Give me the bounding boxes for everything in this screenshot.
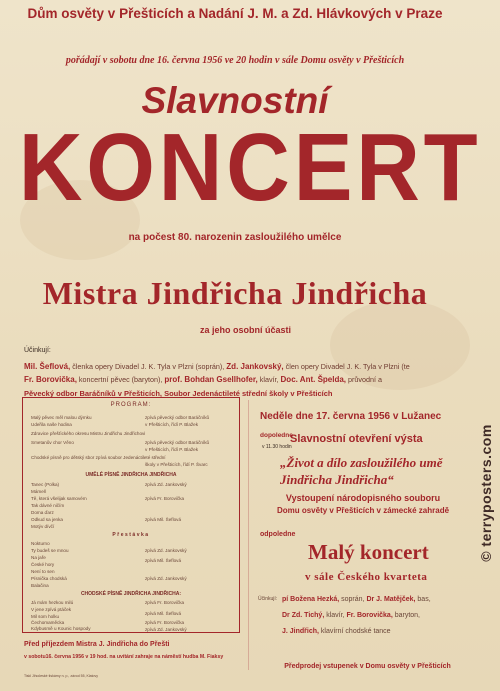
program-item: Čechomaměcka: [31, 620, 65, 625]
program-intermission: Přestávka: [112, 532, 150, 538]
cast-name: J. Jindřich,: [282, 628, 319, 635]
performer-name: Mil. Šeflová,: [24, 362, 71, 371]
arrival-line-2: v sobotu16. června 1956 v 19 hod. na uvítání zahraje na náměstí hudba M. Fiaksy: [24, 654, 224, 660]
program-performer: zpívá Zd. Jankovský: [145, 627, 187, 632]
program-performer: zpívá Mil. Šeflová: [145, 517, 181, 522]
program-performer: zpívá Fr. Borovička: [145, 496, 185, 501]
performers-line-2: [24, 375, 382, 384]
cast-name: Fr. Borovička,: [346, 612, 393, 619]
program-item: Není to sen: [31, 569, 55, 574]
program-item: Tanec (Polka): [31, 482, 60, 487]
program-section-heading: UMĚLÉ PÍSNĚ JINDŘICHA JINDŘICHA: [85, 472, 177, 478]
occasion-line: na počest 80. narozenin zasloužilého umělce: [128, 232, 342, 243]
program-item: Chodské písně pro dětský sbor zpívá soubor Jedenáctileté střední: [31, 455, 166, 460]
program-item: Nokturno: [31, 541, 50, 546]
exhibition-title-1: „Život a dílo zasloužilého umě: [280, 455, 443, 470]
afternoon-label: odpoledne: [260, 531, 296, 538]
title-koncert: KONCERT: [18, 114, 482, 221]
program-performer: zpívá pěvecký odbor Baráčníků: [145, 415, 210, 420]
cast-line-1: [282, 596, 431, 603]
program-item: Balačina: [31, 583, 49, 588]
column-divider: [248, 400, 249, 670]
program-performer: zpívá Mil. Šeflová: [145, 558, 181, 563]
program-item: Zdravice přešťického okresu Mistru Jindřichu Jindřichovi: [31, 431, 146, 436]
program-performer: školy v Přešticích, řídí P. Švarc: [145, 462, 208, 467]
program-item: Tak dávné ničím: [31, 503, 65, 508]
cast-role: baryton,: [392, 612, 421, 619]
program-item: Smetanův chor Věno: [31, 440, 74, 445]
program-performer: zpívá Mil. Šeflová: [145, 611, 181, 616]
program-title: PROGRAM:: [110, 402, 152, 408]
exhibition-opening: Slavnostní otevření výsta: [290, 433, 423, 445]
performer-name: prof. Bohdan Gsellhofer,: [164, 375, 258, 384]
program-item: Malý pěvec měl malou dýmku: [31, 415, 92, 420]
program-performer: v Přešticích, řídí P. Blažek: [145, 422, 199, 427]
program-item: Kdybusmě u Kounic hospody: [31, 626, 91, 631]
folk-ensemble-line-2: Domu osvěty v Přešticích v zámecké zahradě: [276, 506, 450, 515]
program-performer: zpívá Zd. Jankovský: [145, 576, 187, 581]
performer-name: Doc. Ant. Špelda,: [280, 375, 347, 384]
watermark-text: © terryposters.com: [478, 424, 494, 562]
morning-time: v 11.30 hodin: [262, 444, 292, 450]
title-slavnostni: Slavnostní: [141, 80, 329, 121]
small-concert-title: Malý koncert: [308, 540, 429, 564]
sunday-date: Neděle dne 17. června 1956 v Lužanec: [260, 411, 442, 422]
honoree-name: Mistra Jindřicha Jindřicha: [42, 275, 428, 311]
printer-note: Tiskl Jihočeské tiskárny n. p., závod 55, Klatovy: [24, 674, 98, 678]
performer-role: členka opery Divadel J. K. Tyla v Plzni (soprán),: [70, 362, 227, 371]
performers-line-3: Pěvecký odbor Baráčníků v Přešticích, Soubor Jedenáctileté střední školy v Přešticích: [24, 389, 333, 398]
watermark: [476, 330, 496, 660]
performer-name: Zd. Jankovský,: [226, 362, 284, 371]
cast-label: Účinkují:: [258, 596, 278, 602]
program-item: V jene zpívá ptáček: [31, 607, 72, 612]
performers-label: Účinkují:: [24, 347, 51, 354]
exhibition-title-2: Jindřicha Jindřicha“: [280, 472, 394, 487]
program-item: Mámeň: [31, 489, 47, 494]
program-item: Mil som holku: [31, 614, 60, 619]
cast-name: Dr Zd. Tichý,: [282, 612, 325, 619]
performer-name: Fr. Borovička,: [24, 375, 77, 384]
folk-ensemble-line-1: Vystoupení národopisného souboru: [285, 493, 441, 503]
cast-role: bas,: [415, 596, 431, 603]
cast-line-2: [282, 612, 420, 619]
cast-line-3: [282, 628, 391, 635]
cast-role: klavír,: [324, 612, 347, 619]
presale-note: Předprodej vstupenek v Domu osvěty v Přešticích: [284, 663, 451, 670]
program-item: České hory: [31, 562, 55, 567]
program-performer: zpívá Zd. Jankovský: [145, 482, 187, 487]
cast-name: Dr J. Matějček,: [366, 596, 416, 603]
performer-role: člen opery Divadel J. K. Tyla v Plzni (te: [283, 362, 410, 371]
program-performer: zpívá Zd. Jankovský: [145, 548, 187, 553]
program-box: [22, 397, 240, 633]
concert-hall: v sále Českého kvarteta: [305, 571, 428, 583]
program-performer: zpívá Fr. Borovička: [145, 600, 185, 605]
program-item: Doma ďarz: [31, 510, 54, 515]
arrival-line-1: Před příjezdem Mistra J. Jindřicha do Přešti: [24, 641, 170, 648]
cast-role: klavírní chodské tance: [318, 628, 391, 635]
program-item: Na jaře: [31, 555, 46, 560]
date-line: pořádají v sobotu dne 16. června 1956 ve 20 hodin v sále Domu osvěty v Přešticích: [65, 55, 405, 66]
performer-role: průvodní a: [346, 375, 382, 384]
organizers-line: Dům osvěty v Přešticích a Nadání J. M. a Zd. Hlávkových v Praze: [27, 6, 443, 21]
morning-label: dopoledne: [260, 432, 293, 439]
performer-role: koncertní pěvec (baryton),: [76, 375, 165, 384]
program-item: Odkud sa jenka: [31, 517, 63, 522]
program-item: Udeřila naše hodina: [31, 422, 72, 427]
cast-role: soprán,: [339, 596, 367, 603]
program-item: Já mám hezkou milú: [31, 600, 74, 605]
presence-line: za jeho osobní účasti: [200, 325, 292, 335]
program-performer: v Přešticích, řídí P. Blažek: [145, 447, 199, 452]
cast-name: pí Božena Hezká,: [282, 596, 340, 603]
performers-line-1: [24, 362, 410, 371]
program-performer: zpívá pěvecký odbor Baráčníků: [145, 440, 210, 445]
program-item: Motýv dívčí: [31, 524, 55, 529]
program-performer: zpívá Fr. Borovička: [145, 620, 185, 625]
program-item: Tě, která všelijak samovém: [31, 496, 87, 501]
program-item: Písnička chodská: [31, 576, 67, 581]
program-item: Ty budeš se mnou: [31, 548, 69, 553]
program-section-heading: CHODSKÉ PÍSNĚ JINDŘICHA JINDŘICHA:: [80, 591, 182, 597]
performer-role: klavír,: [257, 375, 281, 384]
